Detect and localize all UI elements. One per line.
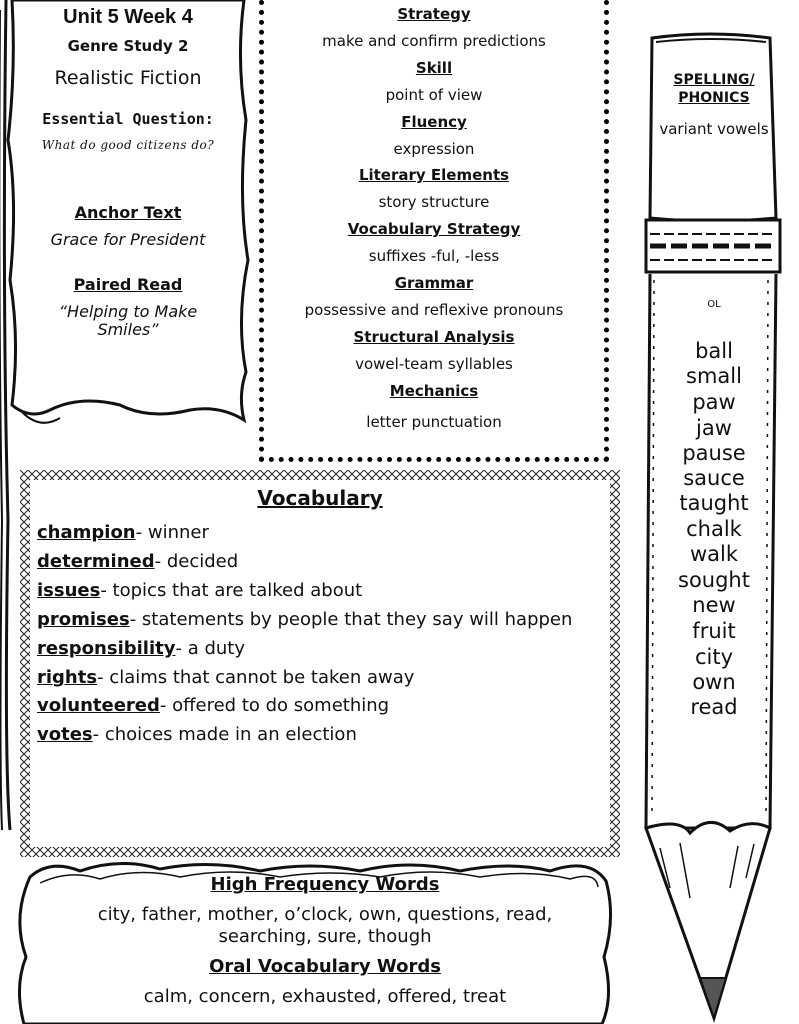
structural-analysis-heading: Structural Analysis (353, 328, 515, 346)
genre-study: Genre Study 2 (67, 37, 189, 55)
vocabulary-item (37, 695, 607, 716)
strategy-value: make and confirm predictions (322, 32, 546, 50)
vocabulary-word: promises (37, 609, 130, 630)
spelling-word: jaw (696, 416, 732, 440)
essential-question-label: Essential Question: (42, 110, 214, 128)
vocabulary-definition: - claims that cannot be taken away (97, 667, 415, 688)
paired-read: “Helping to Make Smiles” (58, 302, 198, 339)
vocabulary-word: issues (37, 580, 101, 601)
spelling-label: SPELLING/ PHONICS (673, 72, 755, 106)
skill-value: point of view (385, 86, 483, 104)
vocabulary-definition: - choices made in an election (92, 724, 357, 745)
spelling-word: taught (679, 491, 749, 515)
spelling-topic: variant vowels (659, 120, 769, 138)
spelling-word: own (692, 670, 736, 694)
vocabulary-title: Vocabulary (257, 486, 383, 510)
grammar-value: possessive and reflexive pronouns (304, 301, 564, 319)
unit-title: Unit 5 Week 4 (63, 6, 193, 28)
anchor-text: Grace for President (50, 230, 206, 249)
spelling-word: ball (695, 339, 733, 363)
vocabulary-item (37, 667, 607, 688)
literary-elements-heading: Literary Elements (358, 166, 510, 184)
spelling-word: read (690, 695, 738, 719)
vocabulary-word: responsibility (37, 638, 176, 659)
vocabulary-definition: - statements by people that they say will happen (129, 609, 573, 630)
vocabulary-strategy-value: suffixes -ful, -less (368, 247, 500, 265)
vocabulary-word: volunteered (37, 695, 160, 716)
vocabulary-definition: - offered to do something (159, 695, 390, 716)
skill-heading: Skill (415, 59, 453, 77)
vocabulary-item (37, 724, 607, 745)
vocabulary-item (37, 638, 607, 659)
vocabulary-item (37, 551, 607, 572)
vocabulary-word: determined (37, 551, 155, 572)
vocabulary-definition: - topics that are talked about (100, 580, 363, 601)
vocabulary-word: champion (37, 522, 136, 543)
spelling-word: pause (682, 441, 746, 465)
anchor-text-label: Anchor Text (74, 203, 182, 222)
level-tag: OL (707, 299, 721, 310)
essential-question: What do good citizens do? (41, 138, 215, 152)
spelling-word: walk (689, 542, 739, 566)
grammar-heading: Grammar (394, 274, 474, 292)
strategy-heading: Strategy (397, 5, 471, 23)
spelling-word: fruit (692, 619, 736, 643)
oral-vocabulary-words: calm, concern, exhausted, offered, treat (143, 986, 507, 1007)
vocabulary-definition: - a duty (175, 638, 245, 659)
high-frequency-label: High Frequency Words (210, 874, 440, 895)
fluency-value: expression (393, 140, 475, 158)
mechanics-heading: Mechanics (389, 382, 479, 400)
vocabulary-word: rights (37, 667, 98, 688)
vocabulary-strategy-heading: Vocabulary Strategy (347, 220, 521, 238)
vocabulary-item (37, 580, 607, 601)
fluency-heading: Fluency (401, 113, 467, 131)
genre-type: Realistic Fiction (54, 67, 202, 89)
high-frequency-words: city, father, mother, o’clock, own, questions, read, searching, sure, though (97, 904, 553, 947)
structural-analysis-value: vowel-team syllables (355, 355, 513, 373)
spelling-word: new (692, 593, 736, 617)
vocabulary-item (37, 522, 607, 543)
spelling-word: chalk (686, 517, 742, 541)
literary-elements-value: story structure (378, 193, 490, 211)
spelling-word: sought (678, 568, 750, 592)
vocabulary-definition: - decided (154, 551, 239, 572)
oral-vocabulary-label: Oral Vocabulary Words (209, 956, 441, 977)
vocabulary-definition: - winner (135, 522, 209, 543)
spelling-word: sauce (683, 466, 745, 490)
paired-read-label: Paired Read (73, 275, 183, 294)
spelling-word: small (686, 364, 742, 388)
vocabulary-item (37, 609, 607, 630)
vocabulary-word: votes (37, 724, 93, 745)
spelling-word: city (694, 645, 734, 669)
mechanics-value: letter punctuation (366, 413, 502, 431)
spelling-word: paw (692, 390, 736, 414)
